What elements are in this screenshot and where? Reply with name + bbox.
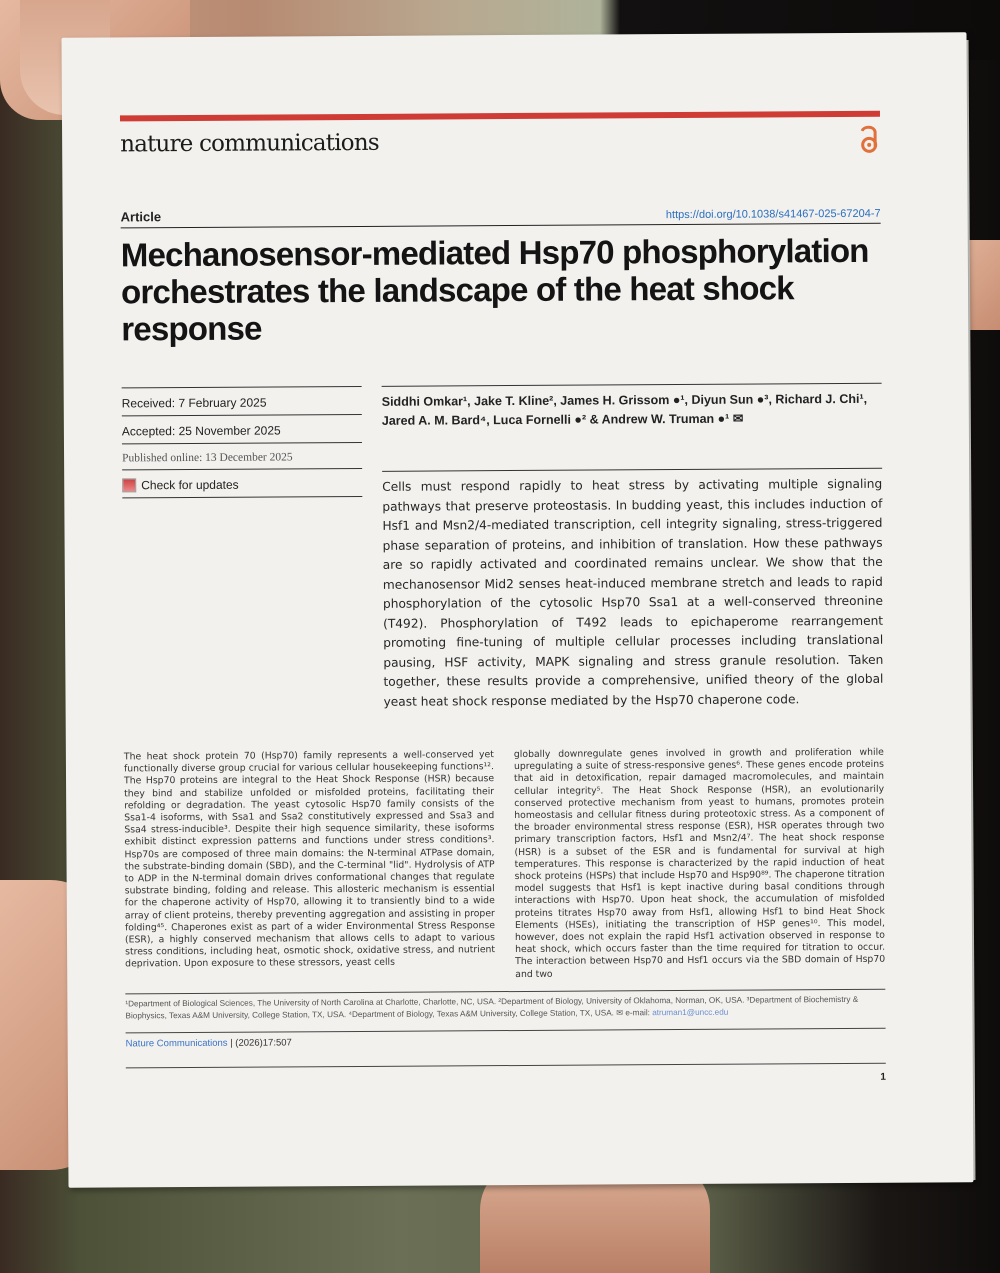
article-meta-row: [121, 205, 881, 229]
email-label: ✉ e-mail:: [616, 1008, 650, 1018]
article-title: Mechanosensor-mediated Hsp70 phosphorylation orchestrates the landscape of the heat shock response: [120, 231, 869, 348]
author-list: [382, 390, 882, 431]
check-updates-label: Check for updates: [141, 477, 239, 493]
page-number: 1: [880, 1071, 886, 1083]
body-column-1: The heat shock protein 70 (Hsp70) family represents a well-conserved yet functionally diverse group crucial for various cellular housekeeping functions¹². The Hsp70 proteins are integral to the Heat Shock Response (HSR) because they bind and stabilize unfolded or misfolded proteins, facilitating their refolding or degradation. The yeast cytosolic Hsp70 family consists of the Ssa1-4 isoforms, with Ssa1 and Ssa2 constitutively expressed and Ssa3 and Ssa4 stress-inducible³. Despite their high sequence similarity, these isoforms exhibit distinct expression patterns and functions under stress conditions³. Hsp70s are composed of three main domains: the N-terminal ATPase domain, the substrate-binding domain (SBD), and the C-terminal "lid". Hydrolysis of ATP to ADP in the N-terminal domain drives conformational changes that regulate substrate binding, folding and release. This allosteric mechanism is essential for the chaperone activity of Hsp70, allowing it to transiently bind to a wide array of client proteins, thereby preventing aggregation and assisting in proper folding⁴⁵. Chaperones exist as part of a wider Environmental Stress Response (ESR), a highly conserved mechanism that allows cells to adapt to various stress conditions, including heat, osmotic shock, oxidative stress, and nutrient deprivation. Upon exposure to these stressors, yeast cells: [123, 749, 496, 970]
affiliations: [125, 989, 885, 1023]
printed-paper-page: [61, 32, 973, 1188]
body-text: [124, 747, 885, 983]
affiliations-text: ¹Department of Biological Sciences, The University of North Carolina at Charlotte, Charlotte, NC, USA. ²Department of Biology, University of Oklahoma, Norman, OK, USA. ³Department of Biochemistry & Biophysics, Texas A&M University, College Station, TX, USA. ⁴Department of Biology, Texas A&M University, College Station, TX, USA.: [125, 994, 859, 1021]
article-type: Article: [120, 209, 162, 225]
page-footer: [126, 1028, 886, 1050]
received-date: Received: 7 February 2025: [122, 387, 362, 416]
published-date: Published online: 13 December 2025: [122, 443, 362, 470]
body-column-2: globally downregulate genes involved in growth and proliferation while upregulating a suite of stress-responsive genes⁶. These genes encode proteins that aid in detoxification, repair damaged macromolecules, and maintain cellular integrity⁵. The Heat Shock Response (HSR), an evolutionarily conserved protective mechanism from yeast to humans, promotes protein homeostasis and cellular fitness during proteotoxic stress. As a component of the broader environmental stress response (ESR), HSR operates through two primary transcription factors, Hsf1 and Msn2/4⁷. The heat shock response (HSR) is a subset of the ESR and is fundamental for survival at high temperatures. This response is characterized by the rapid induction of heat shock proteins (HSPs) that include Hsp70 and Hsp90⁸⁹. The chaperone titration model suggests that Hsf1 is kept inactive during basal conditions through interactions with Hsp70. Upon heat shock, the accumulation of misfolded proteins titrates Hsp70 away from Hsf1, allowing Hsf1 to bind Heat Shock Elements (HSEs), initiating the transcription of HSP genes¹⁰. This model, however, does not explain the rapid Hsf1 activation observed in response to heat shock, which occurs faster than the time required for titration to occur. The interaction between Hsp70 and Hsf1 occurs via the SBD domain of Hsp70 and two: [513, 746, 886, 980]
dates-panel: [122, 386, 364, 713]
doi-link[interactable]: https://doi.org/10.1038/s41467-025-67204-7: [665, 207, 881, 222]
journal-name: nature communications: [120, 129, 379, 158]
check-for-updates-button[interactable]: [122, 469, 362, 498]
check-updates-icon: [122, 478, 136, 492]
abstract: Cells must respond rapidly to heat stress by activating multiple signaling pathways that preserve proteostasis. In budding yeast, this includes induction of Hsf1 and Msn2/4-mediated transcription, cell integrity signaling, stress-triggered phase separation of proteins, and inhibition of translation. How these pathways are so rapidly activated and coordinated remains unclear. We show that the mechanosensor Mid2 senses heat-induced membrane stretch and leads to rapid phosphorylation of the cytosolic Hsp70 Ssa1 at a well-conserved threonine (T492). Phosphorylation of T492 leads to epichaperome rearrangement promoting fine-tuning of multiple cellular processes including translational pausing, HSF activity, MAPK signaling and stress granule resolution. Taken together, these results provide a comprehensive, unified theory of the global yeast heat shock response mediated by the Hsp70 chaperone code.: [382, 468, 883, 712]
author-line-2: Jared A. M. Bard⁴, Luca Fornelli ●² & Andrew W. Truman ●¹ ✉: [381, 411, 744, 428]
author-line-1: Siddhi Omkar¹, Jake T. Kline², James H. Grissom ●¹, Diyun Sun ●³, Richard J. Chi¹,: [381, 391, 868, 409]
footer-divider: [126, 1063, 886, 1069]
footer-citation: | (2026)17:507: [230, 1037, 292, 1049]
footer-journal-link[interactable]: Nature Communications: [125, 1037, 228, 1050]
journal-accent-bar: [120, 111, 880, 122]
open-access-icon: [858, 125, 880, 155]
accepted-date: Accepted: 25 November 2025: [122, 415, 362, 444]
email-link[interactable]: atruman1@uncc.edu: [652, 1007, 729, 1018]
